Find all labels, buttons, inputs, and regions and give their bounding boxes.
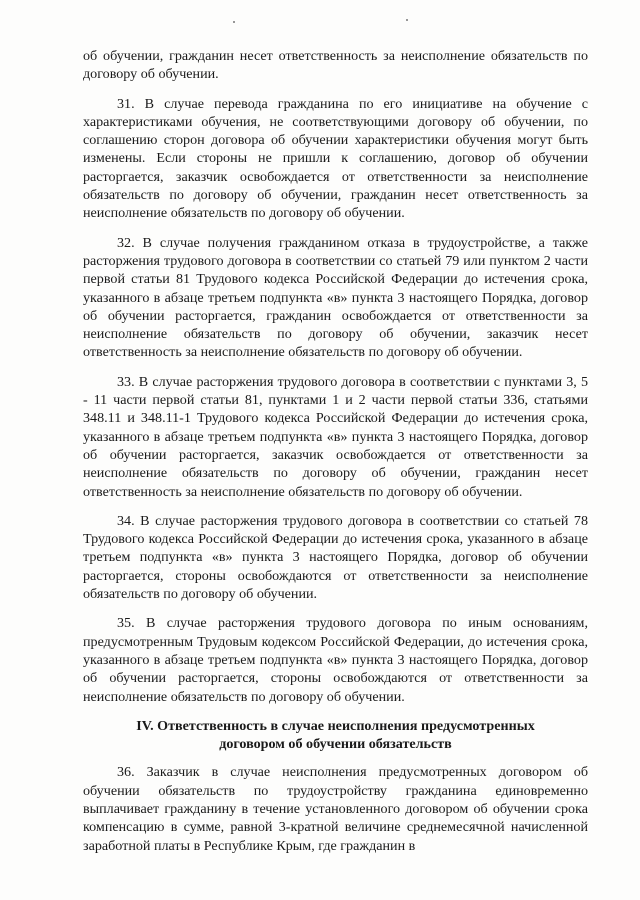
scan-speck <box>406 19 408 21</box>
section-heading <box>83 717 588 754</box>
section-heading-line-1: IV. Ответственность в случае неисполнения предусмотренных <box>136 717 535 734</box>
paragraph-34: 34. В случае расторжения трудового договора в соответствии со статьей 78 Трудового кодекса Российской Федерации до истечения срока, указанного в абзаце третьем подпункта «в» пункта 3 настоящего Порядка, договор об обучении расторгается, стороны освобождаются от ответственности за неисполнение обязательств по договору об обучении. <box>83 512 588 603</box>
scan-speck <box>233 21 235 23</box>
paragraph-35: 35. В случае расторжения трудового договора по иным основаниям, предусмотренным Трудовым кодексом Российской Федерации, до истечения срока, указанного в абзаце третьем подпункта «в» пункта 3 настоящего Порядка, договор об обучении расторгается, стороны освобождаются от ответственности за неисполнение обязательств по договору об обучении. <box>83 615 588 705</box>
paragraph-30-continuation: об обучении, гражданин несет ответственность за неисполнение обязательств по договору об обучении. <box>83 48 588 83</box>
paragraph-31: 31. В случае перевода гражданина по его инициативе на обучение с характеристиками обучения, не соответствующими договору об обучении, по соглашению сторон договора об обучении характеристики обучения могут быть изменены. Если стороны не пришли к соглашению, договор об обучении расторгается, заказчик освобождается от ответственности за неисполнение обязательств по договору об обучении, гражданин несет ответственность за неисполнение обязательств по договору об обучении. <box>83 95 588 222</box>
document-body <box>83 47 588 866</box>
paragraph-36: 36. Заказчик в случае неисполнения предусмотренных договором об обучении обязательств по трудоустройству гражданина единовременно выплачивает гражданину в течение установленного договором об обучении срока компенсацию в сумме, равной 3-кратной величине среднемесячной начисленной заработной платы в Республике Крым, где гражданин в <box>83 764 588 854</box>
paragraph-32: 32. В случае получения гражданином отказа в трудоустройстве, а также расторжения трудового договора в соответствии со статьей 79 или пунктом 2 части первой статьи 81 Трудового кодекса Российской Федерации до истечения срока, указанного в абзаце третьем подпункта «в» пункта 3 настоящего Порядка, договор об обучении расторгается, гражданин освобождается от ответственности за неисполнение обязательств по договору об обучении, заказчик несет ответственность за неисполнение обязательств по договору об обучении. <box>83 234 588 361</box>
section-heading-line-2: договором об обучении обязательств <box>219 736 452 753</box>
paragraph-33: 33. В случае расторжения трудового договора в соответствии с пунктами 3, 5 - 11 части первой статьи 81, пунктами 1 и 2 части первой статьи 336, статьями 348.11 и 348.11-1 Трудового кодекса Российской Федерации до истечения срока, указанного в абзаце третьем подпункта «в» пункта 3 настоящего Порядка, договор об обучении расторгается, заказчик освобождается от ответственности за неисполнение обязательств по договору об обучении, гражданин несет ответственность за неисполнение обязательств по договору об обучении. <box>83 373 588 500</box>
